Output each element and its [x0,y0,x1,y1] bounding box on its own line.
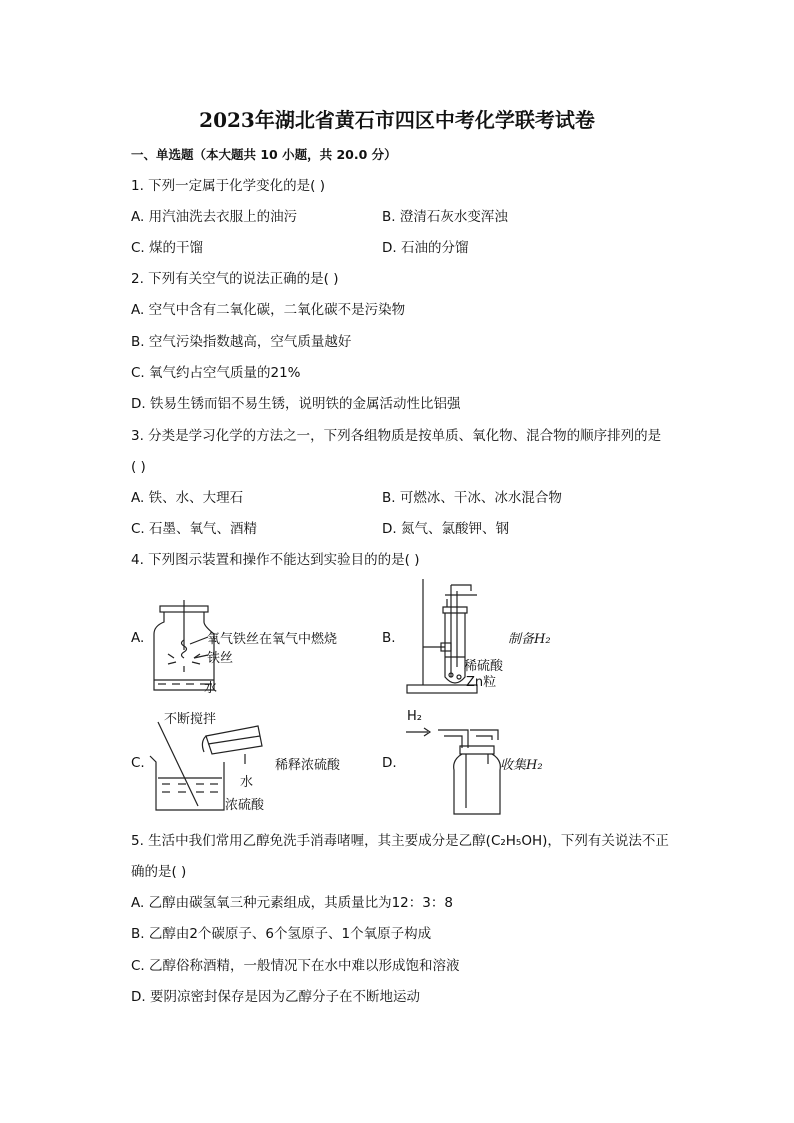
q4-stem: 4. 下列图示装置和操作不能达到实验目的的是( ) [131,552,420,568]
q1-stem: 1. 下列一定属于化学变化的是( ) [131,178,325,194]
q2-option-b: B. 空气污染指数越高，空气质量越好 [131,334,352,350]
q4-b-label-zinc: Zn粒 [466,675,497,690]
q3-option-d: D. 氮气、氯酸钾、钢 [382,521,509,537]
q4-option-d-letter: D. [382,755,397,771]
q4-a-label-water: 水 [204,681,218,696]
q4-d-label-title: 收集H₂ [500,758,543,773]
q5-stem: 5. 生活中我们常用乙醇免洗手消毒啫喱，其主要成分是乙醇(C₂H₅OH)，下列有关说法不正 [131,833,669,849]
q4-option-b-letter: B. [382,630,396,646]
q4-figure-b-hydrogen-generator [405,577,515,695]
q4-c-label-acid: 浓硫酸 [225,798,265,813]
q1-option-b: B. 澄清石灰水变浑浊 [382,209,508,225]
q3-option-c: C. 石墨、氧气、酒精 [131,521,258,537]
q3-stem-cont: ( ) [131,459,146,475]
q4-d-label-h2: H₂ [407,709,422,724]
q3-option-b: B. 可燃冰、干冰、冰水混合物 [382,490,562,506]
exam-title: 2023年湖北省黄石市四区中考化学联考试卷 [199,108,595,132]
q4-c-label-water: 水 [240,775,254,790]
q5-option-d: D. 要阴凉密封保存是因为乙醇分子在不断地运动 [131,989,420,1005]
q2-option-a: A. 空气中含有二氧化碳，二氧化碳不是污染物 [131,302,406,318]
q2-option-d: D. 铁易生锈而铝不易生锈，说明铁的金属活动性比铝强 [131,396,461,412]
q4-a-label-title: 氧气铁丝在氧气中燃烧 [207,632,338,647]
q3-option-a: A. 铁、水、大理石 [131,490,244,506]
q1-option-d: D. 石油的分馏 [382,240,469,256]
section-heading: 一、单选题（本大题共 10 小题，共 20.0 分） [131,147,397,162]
q2-stem: 2. 下列有关空气的说法正确的是( ) [131,271,339,287]
q2-option-c: C. 氧气约占空气质量的21% [131,365,301,381]
q4-option-a-letter: A. [131,630,145,646]
q4-c-label-title: 稀释浓硫酸 [275,758,341,773]
q1-option-a: A. 用汽油洗去衣服上的油污 [131,209,298,225]
q5-option-a: A. 乙醇由碳氢氧三种元素组成，其质量比为12：3：8 [131,895,453,911]
q4-c-label-stir: 不断搅拌 [164,712,217,727]
q4-a-label-iron-wire: 铁丝 [207,651,234,666]
q1-option-c: C. 煤的干馏 [131,240,204,256]
q5-stem-cont: 确的是( ) [131,864,187,880]
q4-b-label-title: 制备H₂ [508,632,551,647]
q4-b-label-acid: 稀硫酸 [464,659,504,674]
q5-option-b: B. 乙醇由2个碳原子、6个氢原子、1个氧原子构成 [131,926,432,942]
q5-option-c: C. 乙醇俗称酒精，一般情况下在水中难以形成饱和溶液 [131,958,460,974]
q4-figure-d-collect-hydrogen [404,724,514,816]
q4-option-c-letter: C. [131,755,145,771]
q3-stem: 3. 分类是学习化学的方法之一，下列各组物质是按单质、氧化物、混合物的顺序排列的是 [131,428,662,444]
